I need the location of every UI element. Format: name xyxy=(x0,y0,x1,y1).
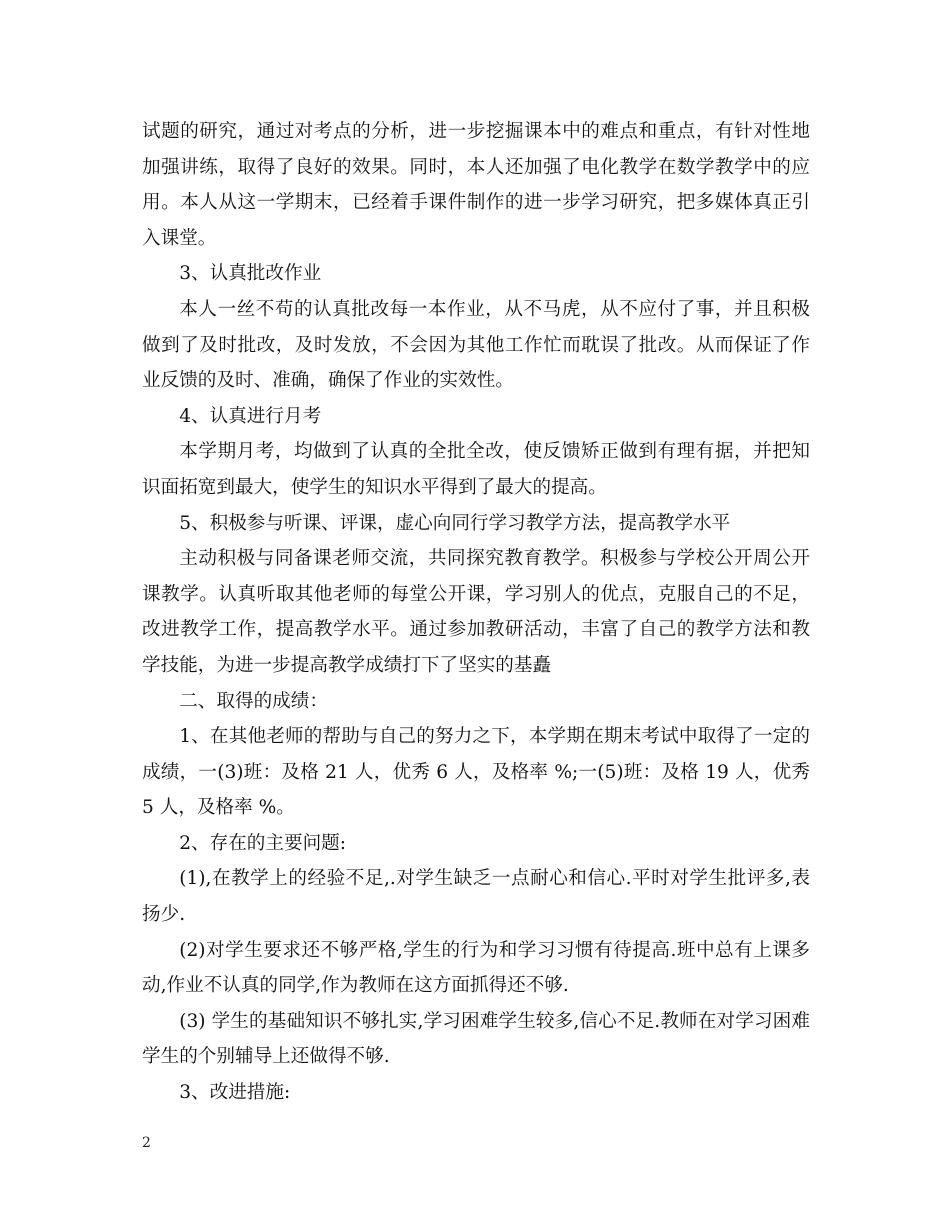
paragraph: 试题的研究，通过对考点的分析，进一步挖掘课本中的难点和重点，有针对性地加强讲练，取得了良好的效果。同时，本人还加强了电化教学在数学教学中的应用。本人从这一学期末，已经着手课件制作的进一步学习研究，把多媒体真正引入课堂。 xyxy=(142,121,810,249)
paragraph: (3) 学生的基础知识不够扎实,学习困难学生较多,信心不足.教师在对学习困难学生的个别辅导上还做得不够. xyxy=(142,1010,810,1068)
paragraph: 1、在其他老师的帮助与自己的努力之下，本学期在期末考试中取得了一定的成绩，一(3)班：及格 21 人，优秀 6 人，及格率 %;一(5)班：及格 19 人，优秀 5 人，及格率 %。 xyxy=(142,726,810,819)
page-number: 2 xyxy=(142,1135,151,1151)
section-heading-monthly-exam: 4、认真进行月考 xyxy=(179,405,322,427)
paragraph: 主动积极与同备课老师交流，共同探究教育教学。积极参与学校公开周公开课教学。认真听取其他老师的每堂公开课，学习别人的优点，克服自己的不足，改进教学工作，提高教学水平。通过参加教研活动，丰富了自己的教学方法和教学技能，为进一步提高教学成绩打下了坚实的基矗 xyxy=(142,548,810,676)
section-heading-lesson-observation: 5、积极参与听课、评课，虚心向同行学习教学方法，提高教学水平 xyxy=(179,512,731,534)
paragraph: (1),在教学上的经验不足,.对学生缺乏一点耐心和信心.平时对学生批评多,表扬少. xyxy=(142,868,810,926)
paragraph: 本人一丝不苟的认真批改每一本作业，从不马虎，从不应付了事，并且积极做到了及时批改，及时发放，不会因为其他工作忙而耽误了批改。从而保证了作业反馈的及时、准确，确保了作业的实效性。 xyxy=(142,298,810,392)
paragraph: 本学期月考，均做到了认真的全批全改，使反馈矫正做到有理有据，并把知识面拓宽到最大，使学生的知识水平得到了最大的提高。 xyxy=(142,441,810,498)
section-heading-grading: 3、认真批改作业 xyxy=(179,263,322,285)
document-body xyxy=(142,114,810,1111)
section-heading-achievements: 二、取得的成绩： xyxy=(179,690,328,712)
section-heading-problems: 2、存在的主要问题: xyxy=(179,832,347,854)
paragraph: (2)对学生要求还不够严格,学生的行为和学习习惯有待提高.班中总有上课多动,作业不认真的同学,作为教师在这方面抓得还不够. xyxy=(142,939,810,997)
section-heading-improvements: 3、改进措施: xyxy=(179,1082,291,1104)
